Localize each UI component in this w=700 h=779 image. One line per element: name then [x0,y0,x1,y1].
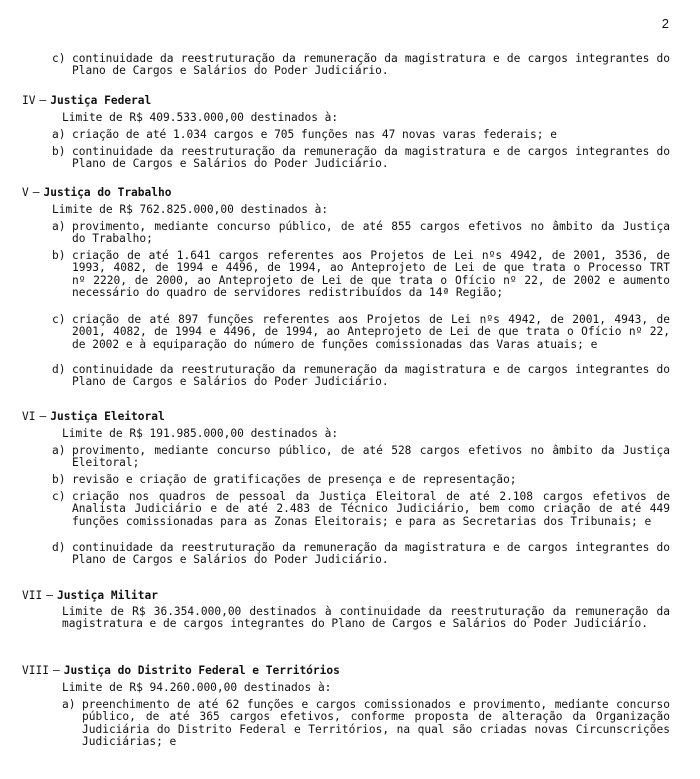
item-label: c) [52,313,66,326]
section-heading-viii [22,664,340,677]
item-label: a) [52,444,66,457]
item-label: b) [52,145,66,158]
item-text: continuidade da reestruturação da remuneração da magistratura e de cargos integrantes do Plano de Cargos e Salários do Poder Judiciário. [72,363,670,389]
item-text: provimento, mediante concurso público, de até 528 cargos efetivos no âmbito da Justiça Eleitoral; [72,444,670,470]
section-title: Justiça Eleitoral [50,410,165,423]
list-item [52,249,670,299]
section-heading-iv [22,94,151,107]
list-item [52,473,670,486]
item-text: preenchimento de até 62 funções e cargos comissionados e provimento, mediante concurso público, de até 365 cargos efetivos, conforme proposta de alteração da Organização Judiciária do Distrito Federal e Territórios, na qual são criadas novas Circunscrições Judiciárias; e [82,698,670,748]
section-heading-vii [22,589,158,602]
section-title: Justiça Militar [56,589,159,602]
list-item [52,313,670,351]
section-separator: – [32,186,40,199]
item-text: continuidade da reestruturação da remuneração da magistratura e de cargos integrantes do Plano de Cargos e Salários do Poder Judiciário. [72,145,670,171]
section-separator: – [39,94,47,107]
section-intro: Limite de R$ 762.825.000,00 destinados à: [52,203,329,216]
item-text: criação nos quadros de pessoal da Justiça Eleitoral de até 2.108 cargos efetivos de Analista Judiciário e de até 2.483 de Técnico Judiciário, bem como criação de até 449 funções comissionadas para as Zonas Eleitorais; e para as Secretarias dos Tribunais; e [72,490,670,528]
section-number: VII [22,589,43,602]
section-intro: Limite de R$ 409.533.000,00 destinados à: [62,111,339,124]
section-heading-vi [22,410,165,423]
section-title: Justiça do Trabalho [43,186,172,199]
item-text: criação de até 897 funções referentes aos Projetos de Lei nºs 4942, de 2001, 4943, de 2001, 4082, de 1994 e 4496, de 1994, ao Anteprojeto de Lei de que trata o Ofício nº 22, de 2002 e à equiparação do número de funções comissionadas das Varas atuais; e [72,313,670,351]
section-heading-v [22,186,171,199]
list-item [52,220,670,246]
section-intro: Limite de R$ 191.985.000,00 destinados à: [62,427,339,440]
item-text: continuidade da reestruturação da remuneração da magistratura e de cargos integrantes do Plano de Cargos e Salários do Poder Judiciário. [72,52,670,78]
item-label: b) [52,249,66,262]
item-text: criação de até 1.641 cargos referentes aos Projetos de Lei nºs 4942, de 2001, 3536, de 1993, 4082, de 1994 e 4496, de 1994, ao Anteprojeto de Lei de que trata o Processo TRT nº 2220, de 2000, ao Anteprojeto de Lei de que trata o Ofício nº 22, de 2002 e aumento necessário do quadro de servidores redistribuídos da 14ª Região; [72,249,670,299]
section-title: Justiça Federal [50,94,152,107]
section-number: VI [22,410,36,423]
section-number: VIII [22,664,49,677]
item-label: a) [52,128,66,141]
list-item [52,444,670,470]
list-item [52,541,670,567]
item-label: a) [62,698,76,711]
item-text: criação de até 1.034 cargos e 705 funções nas 47 novas varas federais; e [72,128,557,141]
section-separator: – [46,589,53,602]
list-item [52,490,670,528]
section-paragraph: Limite de R$ 36.354.000,00 destinados à continuidade da reestruturação da remuneração da magistratura e de cargos integrantes do Plano de Cargos e Salários do Poder Judiciário. [62,605,670,631]
section-separator: – [39,410,47,423]
page-number: 2 [661,16,669,31]
item-label: d) [52,363,66,376]
list-item [52,363,670,389]
item-label: d) [52,541,66,554]
item-label: c) [52,490,66,503]
section-number: IV [22,94,36,107]
list-item [52,145,670,171]
list-item [52,52,670,78]
section-number: V [22,186,29,199]
item-text: revisão e criação de gratificações de presença e de representação; [72,473,517,486]
section-intro: Limite de R$ 94.260.000,00 destinados à: [62,681,332,694]
section-separator: – [52,664,60,677]
list-item [52,128,670,141]
item-text: provimento, mediante concurso público, de até 855 cargos efetivos no âmbito da Justiça do Trabalho; [72,220,670,246]
item-text: continuidade da reestruturação da remuneração da magistratura e de cargos integrantes do Plano de Cargos e Salários do Poder Judiciário. [72,541,670,567]
list-item [62,698,670,748]
item-label: b) [52,473,66,486]
item-label: c) [52,52,66,65]
section-title: Justiça do Distrito Federal e Territórios [63,664,340,677]
item-label: a) [52,220,66,233]
